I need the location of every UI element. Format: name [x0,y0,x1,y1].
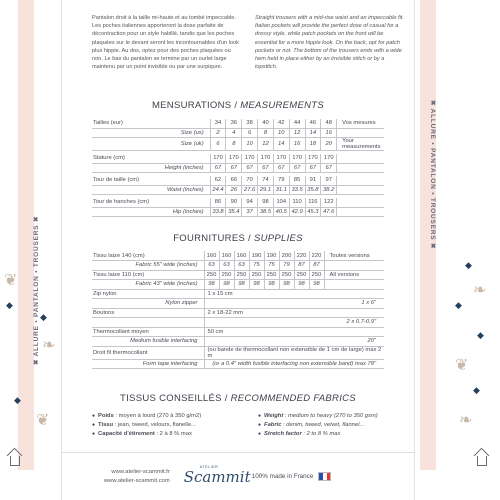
supply-row-cm [92,251,384,261]
value-cell: 79 [279,261,294,271]
value-cell: 38.2 [321,185,337,194]
size-cell: 10 [242,137,258,150]
value-cell: 110 [289,198,305,207]
measurements-table [92,119,384,217]
leaf-icon: ◆ [6,300,13,310]
fabric-value: : moyen à lourd (270 à 350 g/m2) [113,413,202,419]
value-cell: 67 [258,163,274,172]
branch-icon: ❦ [455,357,469,374]
size-cell: 10 [273,128,289,137]
measurements-title-fr: MENSURATIONS [151,100,232,111]
value-cell: 87 [294,261,309,271]
row-label [92,318,204,328]
measurements-title-en: MEASUREMENTS [240,100,325,111]
measurements-title [62,100,414,111]
value-span: 2 x 18-22 mm [204,308,384,318]
value-cell: 67 [321,163,337,172]
size-cell: 16 [321,128,337,137]
size-cell: 6 [242,128,258,137]
fabric-item [258,412,404,421]
size-cell: 40 [258,119,274,128]
value-cell: 74 [258,176,274,185]
input-cell[interactable] [337,207,384,216]
value-cell: 160 [219,251,234,261]
value-cell: 94 [242,198,258,207]
france-flag-icon [318,472,331,481]
made-in-france [252,472,332,481]
title-separator: / [245,233,254,244]
value-cell: 200 [279,251,294,261]
branch-icon: ❦ [36,412,50,429]
measure-row-in [92,163,384,172]
size-cell: 8 [258,128,274,137]
value-cell: 75 [249,261,264,271]
website-link-com[interactable]: www.atelier-scammit.com [104,477,170,484]
bullet-icon: ● [258,413,262,419]
description-en: Straight trousers with a mid-rise waist and an impeccable fit. Italian pockets will provide the perfect dose of casual for a dressy style, while patch pockets on the front will be essential for a more hippie look. On the back, opt for patch pockets or not. The bottom of the trousers ends with a wide hem held in place either by an invisible stitch or by a topstitch. [255,15,404,71]
value-cell: 122 [321,198,337,207]
size-cell: 16 [289,137,305,150]
value-cell: 97 [321,176,337,185]
supply-row-in [92,359,384,369]
fabric-key: Weight [264,413,284,419]
value-cell: 170 [210,154,226,163]
size-cell: 20 [321,137,337,150]
supply-row-cm [92,308,384,318]
leaf-icon: ◆ [477,330,484,340]
input-cell[interactable] [337,163,384,172]
value-cell: 98 [279,280,294,290]
value-cell: 116 [305,198,321,207]
value-cell: 47.6 [321,207,337,216]
instruction-sheet [62,0,414,500]
size-cell: 12 [289,128,305,137]
row-label: Waist (inches) [92,185,210,194]
fabric-item [92,412,238,421]
right-margin [414,0,500,500]
made-in-label: 100% made in France [251,473,314,480]
fabric-key: Stretch factor [264,431,302,437]
supply-row-in [92,280,384,290]
value-cell: 38.5 [258,207,274,216]
size-cell: 44 [289,119,305,128]
value-cell: 98 [309,280,324,290]
fabric-item [92,421,238,430]
fabric-value: : medium to heavy (270 to 350 gsm) [283,413,378,419]
leaf-icon: ◆ [40,312,47,322]
brand-logo [183,464,251,489]
fabric-key: Fabric [264,422,282,428]
value-span: 50 cm [204,327,384,337]
value-cell: 85 [289,176,305,185]
supply-row-cm [92,270,384,280]
description [92,14,404,71]
supply-row-cm [92,289,384,299]
value-span: (or a 0.4" width fusible interfacing non extensible band) max 78" [204,359,384,369]
input-cell[interactable] [337,185,384,194]
size-cell: 48 [321,119,337,128]
supply-row-in [92,318,384,328]
value-cell: 98 [219,280,234,290]
value-cell: 190 [264,251,279,261]
row-label: Zip nylon [92,289,204,299]
website-link-fr[interactable]: www.atelier-scammit.fr [111,468,170,475]
measure-row-cm [92,154,384,163]
value-cell: 98 [249,280,264,290]
value-cell: 170 [289,154,305,163]
value-cell: 170 [226,154,242,163]
size-cell: 4 [226,128,242,137]
supplies-title [62,233,414,244]
value-cell: 170 [321,154,337,163]
value-cell: 98 [234,280,249,290]
value-cell: 70 [242,176,258,185]
branch-icon: ❦ [4,272,18,289]
bullet-icon: ● [92,413,96,419]
size-cell: 36 [226,119,242,128]
value-cell: 26 [226,185,242,194]
fabrics-title-en: RECOMMENDED FABRICS [230,393,356,404]
logo-script-text: Scammit [183,467,251,486]
value-cell: 24.4 [210,185,226,194]
measure-row-in [92,207,384,216]
title-separator: / [231,100,241,111]
size-row-us [92,128,384,137]
bullet-icon: ● [92,422,96,428]
value-cell: 90 [226,198,242,207]
row-label: Form tape interfacing [92,359,204,369]
branch-icon: ❧ [473,282,487,299]
row-label: Fabric 43" wide (inches) [92,280,204,290]
value-cell: 63 [219,261,234,271]
size-cell: 12 [258,137,274,150]
note-cell: Vos mesures [337,119,384,128]
leaf-icon: ◆ [455,300,462,310]
value-cell: 250 [309,270,324,280]
value-cell: 75 [264,261,279,271]
value-cell: 220 [294,251,309,261]
size-cell: 42 [273,119,289,128]
fabric-key: Capacité d'étirement [98,431,155,437]
fabric-item [92,430,238,439]
note-cell [324,280,384,290]
left-vertical-label: ✖ ALLURE • PANTALON • TROUSERS ✖ [33,215,40,365]
value-span: 1 x 6" [204,299,384,309]
value-cell: 62 [210,176,226,185]
fabric-item [258,430,404,439]
size-cell: 14 [273,137,289,150]
supply-row-cm [92,327,384,337]
value-cell: 250 [249,270,264,280]
value-cell: 35.4 [226,207,242,216]
leaf-icon: ◆ [465,260,472,270]
supplies-title-fr: FOURNITURES [173,233,246,244]
supplies-table [92,251,384,369]
fabric-value: : 2 à 8 % max [154,431,192,437]
fabric-key: Tissu [98,422,114,428]
fabric-list-fr [92,412,238,439]
row-label: Tailles (eur) [92,119,210,128]
value-cell: 33.5 [289,185,305,194]
fabric-value: : jean, tweed, velours, flanelle... [113,422,196,428]
value-cell: 170 [258,154,274,163]
title-separator: / [221,393,231,404]
leaf-icon: ◆ [14,395,21,405]
row-label: Thermocollant moyen [92,327,204,337]
row-label: Stature (cm) [92,154,210,163]
right-vertical-label: ✖ ALLURE • PANTALON • TROUSERS ✖ [429,100,436,250]
value-cell: 67 [289,163,305,172]
fabric-recommendations [92,412,404,439]
row-label: Tour de taille (cm) [92,176,210,185]
row-label: Size (uk) [92,137,210,150]
value-cell: 67 [242,163,258,172]
branch-icon: ❧ [459,412,473,429]
fabric-value: : denim, tweed, velvet, flannel... [281,422,365,428]
row-label: Droit fil thermocollant [92,346,204,359]
size-cell: 2 [210,128,226,137]
fabric-value: : 2 to 8 % max [301,431,341,437]
value-span: 20" [204,337,384,347]
value-cell: 67 [273,163,289,172]
note-cell: Your measurements [337,137,384,150]
value-span: (ou bande de thermocollant non extensible de 1 cm de large) max 2 m [204,346,384,359]
leaf-icon: ◆ [473,385,480,395]
supply-row-in [92,299,384,309]
value-cell: 63 [204,261,219,271]
logo-atelier-text: ATELIER [199,464,219,469]
fabric-list-en [258,412,404,439]
bullet-icon: ● [258,422,262,428]
row-label: Nylon zipper [92,299,204,309]
value-cell: 170 [273,154,289,163]
size-cell: 8 [226,137,242,150]
home-icon [10,456,20,466]
size-row-eur [92,119,384,128]
row-label: Tour de hanches (cm) [92,198,210,207]
row-label: Boutons [92,308,204,318]
footer [62,452,414,500]
value-cell: 67 [210,163,226,172]
size-cell: 6 [210,137,226,150]
value-cell: 160 [234,251,249,261]
row-label: Hip (inches) [92,207,210,216]
value-cell: 250 [264,270,279,280]
value-cell: 160 [204,251,219,261]
value-cell: 27.6 [242,185,258,194]
value-cell: 250 [204,270,219,280]
value-cell: 45.3 [305,207,321,216]
value-cell: 86 [210,198,226,207]
row-label: Tissu laize 110 (cm) [92,270,204,280]
row-label: Height (inches) [92,163,210,172]
value-cell: 67 [305,163,321,172]
size-row-uk [92,137,384,150]
bullet-icon: ● [92,431,96,437]
value-cell: 67 [226,163,242,172]
website-links [104,468,170,486]
description-fr: Pantalon droit à la taille mi-haute et au tombé impeccable. Les poches italiennes apporteront la dose parfaite de décontraction pour un style habillé, tandis que les poches plaquées sur le devant seront les incontournables d'un look plus hippie. Au dos, optez pour des poches plaquées ou non. Le bas du pantalon se termine par un ourlet large maintenu par un point invisible ou par une surpiqure. [92,15,239,71]
value-cell: 33.8 [210,207,226,216]
value-cell: 170 [242,154,258,163]
value-span: 2 x 0.7-0.9" [204,318,384,328]
value-cell: 35.8 [305,185,321,194]
home-icon [477,456,487,466]
supply-row-cm [92,346,384,359]
value-cell: 91 [305,176,321,185]
size-cell: 46 [305,119,321,128]
bullet-icon: ● [258,431,262,437]
value-cell: 40.5 [273,207,289,216]
row-label: Fabric 55" wide (inches) [92,261,204,271]
left-margin [0,0,62,500]
measure-row-in [92,185,384,194]
note-cell [324,261,384,271]
row-label: Size (us) [92,128,210,137]
value-cell: 250 [279,270,294,280]
size-cell: 14 [305,128,321,137]
fabrics-title [62,393,414,404]
value-cell: 98 [204,280,219,290]
value-span: 1 x 15 cm [204,289,384,299]
supply-row-in [92,261,384,271]
row-label: Tissu laize 140 (cm) [92,251,204,261]
value-cell: 66 [226,176,242,185]
measure-row-cm [92,176,384,185]
size-cell: 38 [242,119,258,128]
fabrics-title-fr: TISSUS CONSEILLÉS [120,393,222,404]
input-cell[interactable] [337,176,384,185]
value-cell: 220 [309,251,324,261]
value-cell: 190 [249,251,264,261]
supplies-title-en: SUPPLIES [253,233,303,244]
row-label: Medium fusible interfacing [92,337,204,347]
value-cell: 79 [273,176,289,185]
input-cell[interactable] [337,198,384,207]
measure-row-cm [92,198,384,207]
value-cell: 63 [234,261,249,271]
value-cell: 250 [219,270,234,280]
note-cell: All versions [324,270,384,280]
value-cell: 170 [305,154,321,163]
value-cell: 37 [242,207,258,216]
branch-icon: ❧ [42,337,56,354]
note-cell [337,128,384,137]
value-cell: 98 [258,198,274,207]
value-cell: 31.1 [273,185,289,194]
value-cell: 104 [273,198,289,207]
size-cell: 18 [305,137,321,150]
note-cell: Toutes versions [324,251,384,261]
size-cell: 34 [210,119,226,128]
supply-row-in [92,337,384,347]
fabric-key: Poids [98,413,114,419]
value-cell: 29.1 [258,185,274,194]
value-cell: 87 [309,261,324,271]
value-cell: 98 [264,280,279,290]
fabric-item [258,421,404,430]
value-cell: 250 [294,270,309,280]
value-cell: 250 [234,270,249,280]
value-cell: 98 [294,280,309,290]
input-cell[interactable] [337,154,384,163]
value-cell: 42.9 [289,207,305,216]
